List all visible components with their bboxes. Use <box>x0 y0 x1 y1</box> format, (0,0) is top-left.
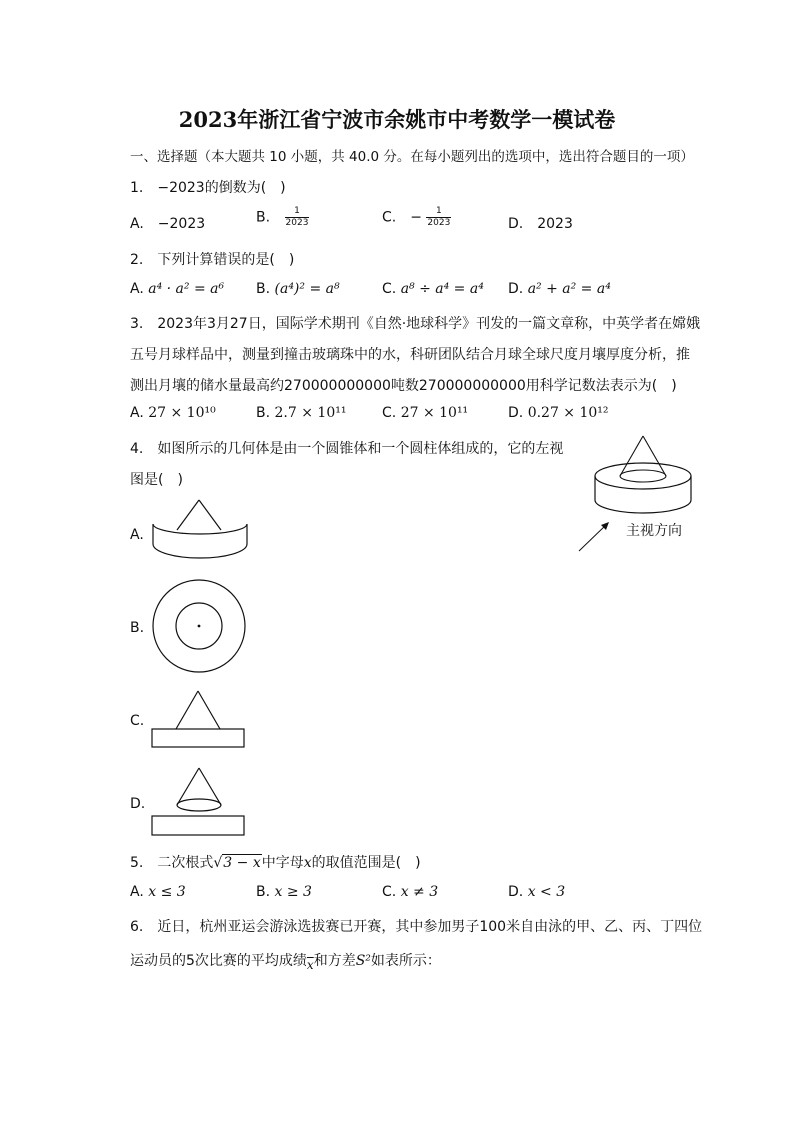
q3-option-b <box>256 405 346 421</box>
question-2-stem: 2. 下列计算错误的是( ) <box>130 252 295 268</box>
q4-option-d-label: D. <box>130 796 146 812</box>
q5-c-expr: x ≠ 3 <box>400 884 439 900</box>
q3-a-label: A. <box>130 405 144 421</box>
q5-option-c <box>382 884 438 900</box>
q5-b-expr: x ≥ 3 <box>274 884 312 900</box>
q1-option-b-label: B. <box>256 209 271 226</box>
q3-option-c <box>382 405 468 421</box>
q3-option-d <box>508 405 609 421</box>
q5-a-label: A. <box>130 884 144 900</box>
q3-a-expr: 27 × 10¹⁰ <box>148 405 216 421</box>
q2-d-expr: a² + a² = a⁴ <box>527 281 611 297</box>
q4-option-b-label: B. <box>130 620 145 636</box>
q5-d-expr: x < 3 <box>527 884 566 900</box>
q2-b-label: B. <box>256 281 271 297</box>
q1-option-a: A. −2023 <box>130 216 206 232</box>
q3-c-label: C. <box>382 405 397 421</box>
question-6-line-1: 6. 近日，杭州亚运会游泳选拔赛已开赛，其中参加男子100米自由泳的甲、乙、丙、丁四位 <box>130 919 703 935</box>
q3-b-label: B. <box>256 405 271 421</box>
q4-option-a-figure <box>150 498 250 564</box>
q2-a-expr: a⁴ · a² = a⁶ <box>148 281 225 297</box>
section-heading: 一、选择题（本大题共 10 小题，共 40.0 分。在每小题列出的选项中，选出符合题目的一项） <box>130 149 694 165</box>
q4-option-c-label: C. <box>130 713 145 729</box>
q2-option-c <box>382 281 484 297</box>
q5-sqrt-sign: √ <box>213 855 223 871</box>
q5-variable: x <box>303 855 312 871</box>
q5-stem-post: 的取值范围是( ) <box>311 855 421 871</box>
q1-option-b-fraction <box>285 206 310 229</box>
q5-stem-mid: 中字母 <box>261 855 304 871</box>
q6-variance-symbol: S² <box>355 953 371 969</box>
question-4-line-1: 4. 如图所示的几何体是由一个圆锥体和一个圆柱体组成的，它的左视 <box>130 441 564 457</box>
question-3-line-1: 3. 2023年3月27日，国际学术期刊《自然·地球科学》刊发的一篇文章称，中英学者在嫦娥 <box>130 316 701 332</box>
q5-d-label: D. <box>508 884 524 900</box>
q1-option-c <box>382 206 451 229</box>
q4-option-d-figure <box>151 766 245 838</box>
q4-option-c-figure <box>151 689 245 749</box>
q5-option-b <box>256 884 312 900</box>
question-3-line-2: 五号月球样品中，测量到撞击玻璃珠中的水，科研团队结合月球全球尺度月壤厚度分析，推 <box>130 347 690 363</box>
q5-stem-pre: 5. 二次根式 <box>130 855 214 871</box>
q3-c-expr: 27 × 10¹¹ <box>400 405 469 421</box>
q3-b-expr: 2.7 × 10¹¹ <box>274 405 347 421</box>
q5-radicand: 3 − x <box>223 855 261 871</box>
question-5-stem <box>130 852 421 872</box>
q1-option-c-fraction <box>426 206 451 229</box>
q3-d-expr: 0.27 × 10¹² <box>527 405 609 421</box>
q2-option-a <box>130 281 224 297</box>
q1-option-c-label: C. − <box>382 209 422 226</box>
q6-line2-mid: 和方差 <box>313 953 356 969</box>
q2-b-expr: (a⁴)² = a⁸ <box>274 281 340 297</box>
q5-option-a <box>130 884 186 900</box>
q4-option-a-label: A. <box>130 527 144 543</box>
q1-option-b <box>256 206 309 229</box>
q1-b-numerator: 1 <box>285 206 310 218</box>
q6-line2-pre: 运动员的5次比赛的平均成绩 <box>130 953 307 969</box>
q6-mean-symbol: $\overline{x}$ <box>306 958 314 972</box>
q5-c-label: C. <box>382 884 397 900</box>
q5-b-label: B. <box>256 884 271 900</box>
q2-option-b <box>256 281 340 297</box>
q5-option-d <box>508 884 565 900</box>
q1-b-denominator: 2023 <box>285 218 309 228</box>
q2-d-label: D. <box>508 281 524 297</box>
question-4-line-2: 图是( ) <box>130 472 183 488</box>
q1-c-denominator: 2023 <box>427 218 451 228</box>
q4-direction-label: 主视方向 <box>626 523 682 539</box>
q1-c-numerator: 1 <box>426 206 451 218</box>
q5-a-expr: x ≤ 3 <box>148 884 186 900</box>
q2-c-expr: a⁸ ÷ a⁴ = a⁴ <box>400 281 484 297</box>
q2-option-d <box>508 281 611 297</box>
question-3-line-3: 测出月壤的储水量最高约270000000000吨数270000000000用科学记数法表示为( ) <box>130 378 677 394</box>
q3-option-a <box>130 405 216 421</box>
q2-a-label: A. <box>130 281 144 297</box>
question-1-stem: 1. −2023的倒数为( ) <box>130 180 286 196</box>
q6-line2-post: 如表所示： <box>370 953 441 969</box>
question-6-line-2 <box>130 950 441 972</box>
q2-c-label: C. <box>382 281 397 297</box>
page-title: 2023年浙江省宁波市余姚市中考数学一模试卷 <box>178 107 616 132</box>
q1-option-d: D. 2023 <box>508 216 573 232</box>
q3-d-label: D. <box>508 405 524 421</box>
q4-option-b-figure <box>151 578 247 674</box>
